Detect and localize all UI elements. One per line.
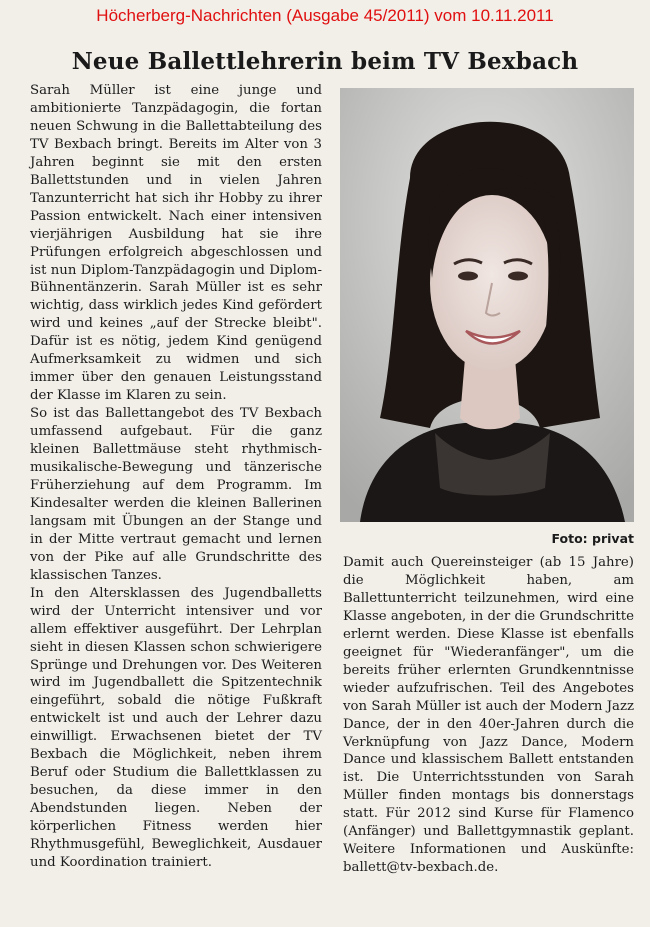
portrait-icon <box>340 88 634 522</box>
photo-credit: Foto: privat <box>551 531 634 546</box>
portrait-photo <box>340 88 634 522</box>
article-column-right <box>343 554 634 877</box>
paragraph: So ist das Ballettangebot des TV Bexbach umfassend aufgebaut. Für die ganz kleinen Ballettmäuse steht rhythmisch-musikalische-Bewegung und tänzerische Früherziehung auf dem Programm. Im Kindesalter werden die kleinen Ballerinen langsam mit Übungen an der Stange und in der Mitte vertraut gemacht und lernen von der Pike auf alle Grundschritte des klassischen Tanzes. <box>30 406 322 583</box>
headline: Neue Ballettlehrerin beim TV Bexbach <box>71 48 579 75</box>
paragraph: In den Altersklassen des Jugendballetts wird der Unterricht intensiver und vor allem effektiver ausgeführt. Der Lehrplan sieht in diesen Klassen schon schwierigere Sprünge und Drehungen vor. Des Weiteren wird im Jugendballett die Spitzentechnik eingeführt, sobald die nötige Fußkraft entwickelt ist und auch der Lehrer dazu einwilligt. Erwachsenen bietet der TV Bexbach die Möglichkeit, neben ihrem Beruf oder Studium die Ballettklassen zu besuchen, da diese immer in den Abendstunden liegen. Neben der körperlichen Fitness werden hier Rhythmusgefühl, Beweglichkeit, Ausdauer und Koordination trainiert. <box>30 585 322 870</box>
paragraph: Damit auch Quereinsteiger (ab 15 Jahre) die Möglichkeit haben, am Ballettunterricht teilzunehmen, wird eine Klasse angeboten, in der die Grundschritte erlernt werden. Diese Klasse ist ebenfalls geeignet für "Wiederanfänger", um die bereits früher erlernten Grundkenntnisse wieder aufzufrischen. Teil des Angebotes von Sarah Müller ist auch der Modern Jazz Dance, der in den 40er-Jahren durch die Verknüpfung von Jazz Dance, Modern Dance und klassischem Ballett entstanden ist. Die Unterrichtsstunden von Sarah Müller finden montags bis donnerstags statt. Für 2012 sind Kurse für Flamenco (Anfänger) und Ballettgymnastik geplant. Weitere Informationen und Auskünfte: ballett@tv-bexbach.de. <box>343 555 634 876</box>
source-line: Höcherberg-Nachrichten (Ausgabe 45/2011) vom 10.11.2011 <box>96 6 554 25</box>
article-column-left <box>30 82 322 872</box>
paragraph: Sarah Müller ist eine junge und ambitionierte Tanzpädagogin, die fortan neuen Schwung in die Ballettabteilung des TV Bexbach bringt. Bereits im Alter von 3 Jahren beginnt sie mit den ersten Ballettstunden und in vielen Jahren Tanzunterricht hat sich ihr Hobby zu ihrer Passion entwickelt. Nach einer intensiven vierjährigen Ausbildung hat sie ihre Prüfungen erfolgreich abgeschlossen und ist nun Diplom-Tanzpädagogin und Diplom-Bühnentänzerin. Sarah Müller ist es sehr wichtig, dass wirklich jedes Kind gefördert wird und keines „auf der Strecke bleibt". Dafür ist es nötig, jedem Kind genügend Aufmerksamkeit zu widmen und sich immer über den genauen Leistungsstand der Klasse im Klaren zu sein. <box>30 83 322 404</box>
